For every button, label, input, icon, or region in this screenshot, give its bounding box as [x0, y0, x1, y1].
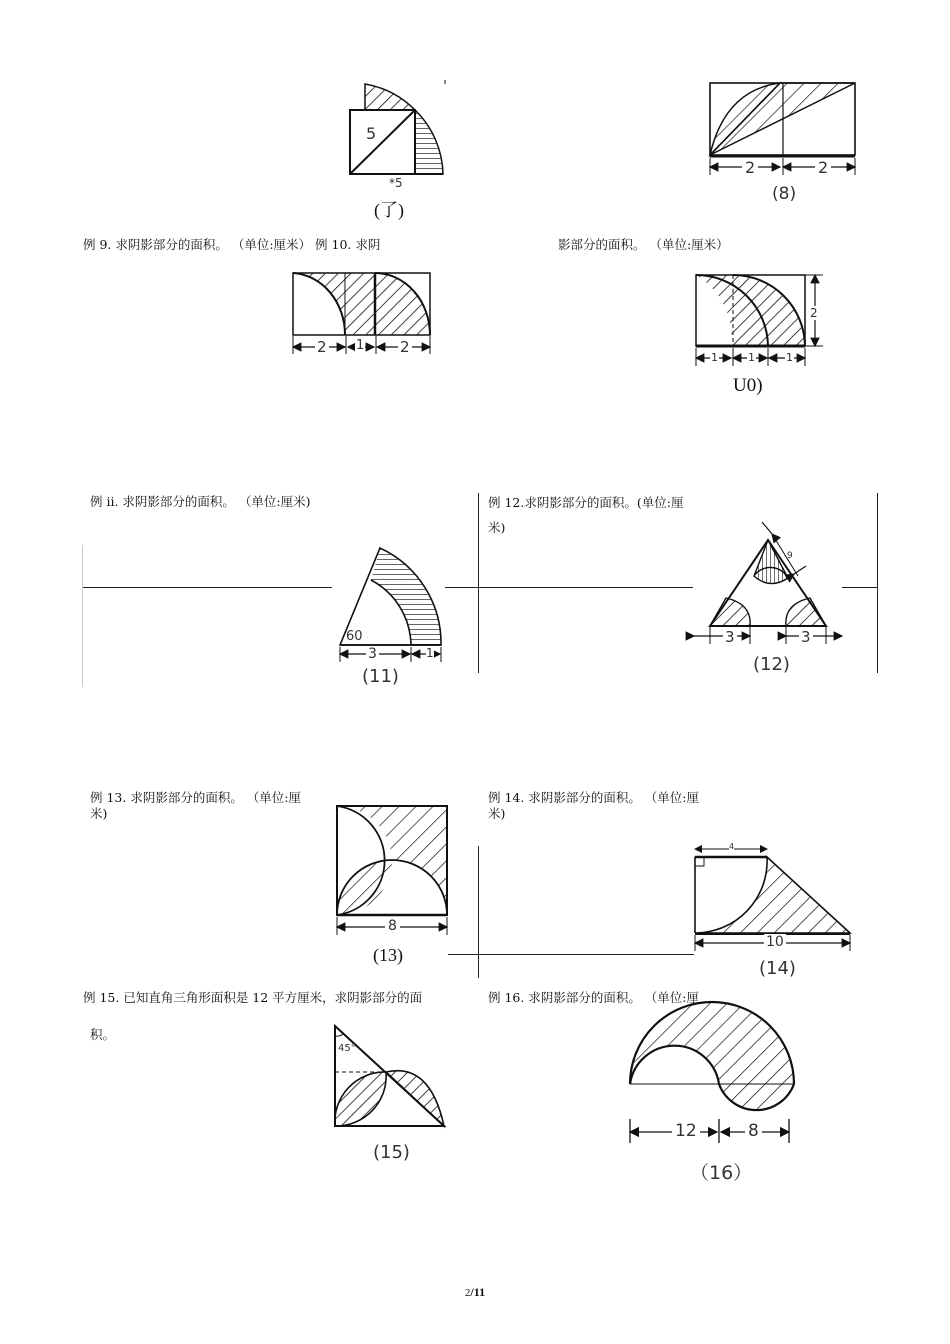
fig7-bottom-label: *5: [389, 176, 403, 190]
divider-row2-mid: [445, 587, 693, 588]
divider-row2-left: [82, 587, 332, 588]
divider-row3-vert: [478, 846, 479, 978]
fig14-caption: (14): [759, 958, 796, 979]
fig14-dim-bottom: 10: [766, 934, 784, 950]
fig11-angle: 60: [346, 629, 363, 644]
fig12-dim-a: 3: [725, 628, 735, 646]
example-9-10-text: 例 9. 求阴影部分的面积。 （单位:厘米） 例 10. 求阴: [83, 237, 381, 252]
fig11-caption: (11): [362, 666, 399, 687]
example-14-text: 例 14. 求阴影部分的面积。 （单位:厘米): [488, 790, 700, 821]
fig10-dim-c: 1: [786, 351, 793, 364]
fig7-caption: (了): [374, 200, 404, 220]
figure-7: [345, 78, 455, 188]
figure-16: [625, 1003, 800, 1148]
fig12-dim-b: 3: [801, 628, 811, 646]
fig15-angle: 45°: [338, 1043, 356, 1054]
divider-row3-mid: [448, 954, 694, 955]
fig16-dim-a: 12: [672, 1121, 700, 1141]
fig12-dim-small: 9: [787, 551, 793, 561]
fig13-caption: (13): [373, 945, 403, 965]
figure-8: [705, 80, 865, 180]
fig7-side-label: 5: [366, 124, 377, 143]
fig9-dim-a: 2: [317, 338, 327, 356]
fig14-dim-top: 4: [729, 842, 735, 851]
example-12-text: 例 12.求阴影部分的面积。(单位:厘米): [488, 495, 684, 535]
example-16-text: 例 16. 求阴影部分的面积。 （单位:厘: [488, 990, 700, 1005]
fig11-dim-b: 1: [426, 646, 434, 660]
fig10-caption: U0): [733, 375, 763, 396]
page-current: 2: [464, 1287, 471, 1299]
example-11-text: 例 ii. 求阴影部分的面积。 （单位:厘米): [90, 494, 311, 509]
example-15-text-line2: 积。: [90, 1027, 116, 1042]
fig10-dim-b: 1: [748, 351, 755, 364]
divider-row2-vert-right: [877, 493, 878, 673]
fig11-dim-a: 3: [368, 646, 377, 662]
fig16-caption: （16）: [690, 1162, 753, 1184]
divider-row2-vert-left: [82, 545, 83, 687]
fig12-caption: (12): [753, 654, 790, 675]
example-15-text-line1: 例 15. 已知直角三角形面积是 12 平方厘米，求阴影部分的面: [83, 990, 423, 1005]
divider-row2-vert-mid: [478, 493, 479, 673]
fig8-caption: (8): [772, 184, 797, 204]
example-10-text-cont: 影部分的面积。 （单位:厘米）: [558, 237, 729, 252]
page-separator: /: [470, 1285, 474, 1299]
fig10-dim-a: 1: [711, 351, 718, 364]
fig8-dim-right: 2: [815, 158, 831, 177]
fig9-dim-b: 1: [356, 338, 365, 353]
page-total: 11: [473, 1285, 486, 1299]
page-number: [0, 1285, 950, 1300]
fig16-dim-b: 8: [745, 1121, 762, 1141]
figure-15: [330, 1022, 450, 1132]
fig13-dim: 8: [385, 918, 400, 934]
fig8-dim-left: 2: [742, 158, 758, 177]
fig10-dim-h: 2: [810, 306, 818, 320]
fig15-caption: (15): [373, 1142, 410, 1163]
figure-12: [690, 518, 850, 653]
example-13-text: 例 13. 求阴影部分的面积。 （单位:厘米): [90, 790, 302, 821]
fig9-dim-c: 2: [400, 338, 410, 356]
